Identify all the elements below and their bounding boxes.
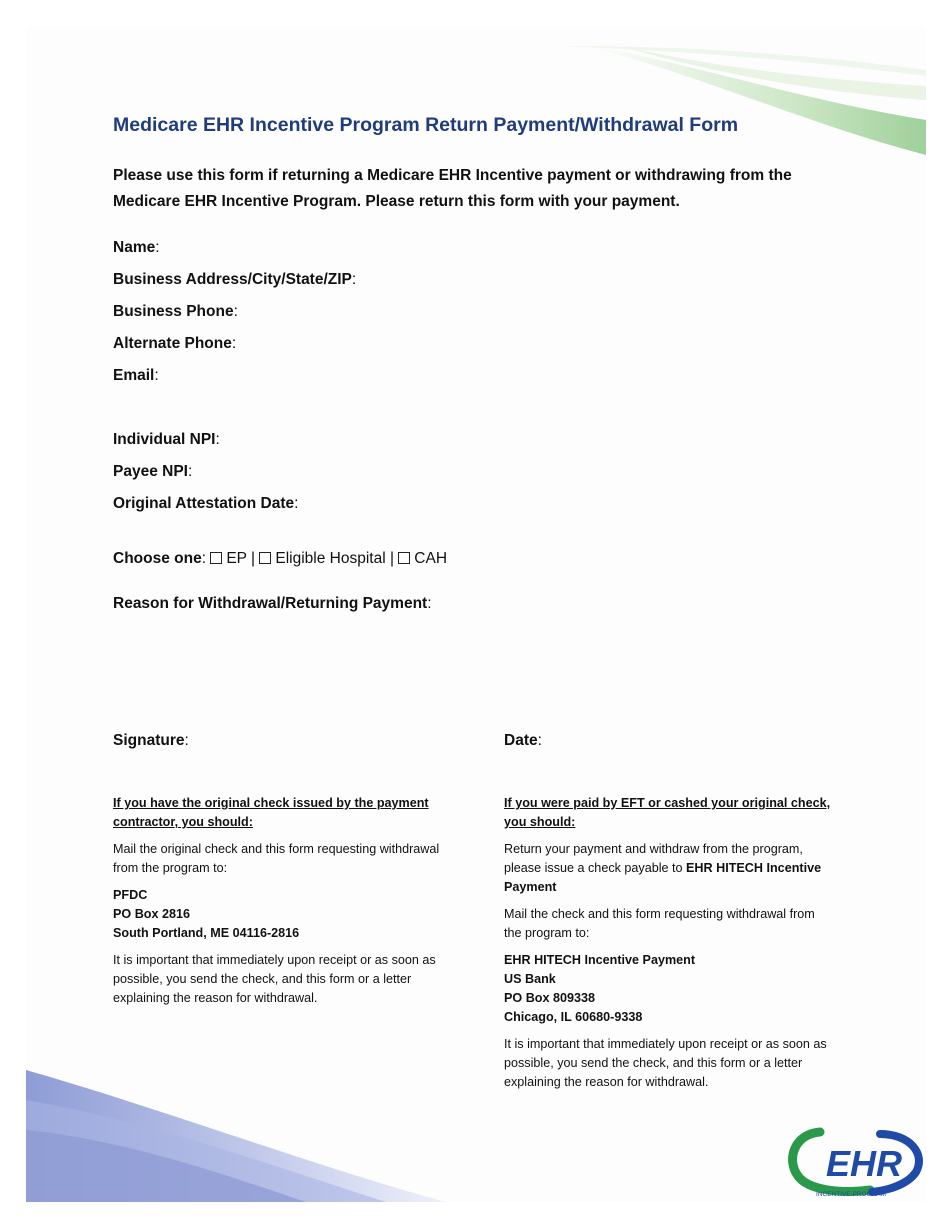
address-line: PO Box 809338 [504, 991, 596, 1005]
checkbox-icon[interactable] [398, 552, 410, 564]
option-ep-checkbox[interactable] [210, 550, 246, 567]
right-instruction [504, 840, 834, 897]
right-instructions [504, 794, 834, 1100]
address-line: Chicago, IL 60680-9338 [504, 1010, 643, 1024]
name-label: Name [113, 239, 156, 256]
choose-one-label: Choose one [113, 550, 202, 567]
date-label: Date [504, 732, 538, 749]
address-line: PFDC [113, 888, 148, 902]
payee-name: EHR HITECH Incentive Payment [504, 861, 822, 894]
business-phone-label: Business Phone [113, 303, 234, 320]
checkbox-icon[interactable] [259, 552, 271, 564]
option-eligible-hospital-label: Eligible Hospital [275, 550, 386, 567]
top-swoosh-graphic [560, 30, 926, 160]
checkbox-icon[interactable] [210, 552, 222, 564]
address-label: Business Address/City/State/ZIP [113, 271, 352, 288]
left-instructions [113, 794, 443, 1016]
address-field[interactable]: Business Address/City/State/ZIP: [113, 271, 357, 288]
option-ep-label: EP [226, 550, 247, 567]
attestation-date-label: Original Attestation Date [113, 495, 295, 512]
date-field[interactable]: Date: [504, 732, 542, 749]
payee-npi-label: Payee NPI [113, 463, 188, 480]
reason-field[interactable]: Reason for Withdrawal/Returning Payment: [113, 595, 432, 612]
left-address [113, 886, 443, 943]
right-instruction-text: Return your payment and withdraw from the program, please issue a check payable to [504, 842, 803, 875]
form-title: Medicare EHR Incentive Program Return Payment/Withdrawal Form [113, 114, 739, 136]
logo-text: EHR [826, 1143, 903, 1184]
left-heading: If you have the original check issued by the payment contractor, you should: [113, 796, 429, 829]
option-cah-checkbox[interactable] [398, 550, 447, 567]
logo-subtitle: INCENTIVE PROGRAM [816, 1191, 887, 1198]
name-field[interactable]: Name: [113, 239, 160, 256]
option-cah-label: CAH [414, 550, 448, 567]
option-eligible-hospital-checkbox[interactable] [259, 550, 385, 567]
intro-text: Please use this form if returning a Medicare EHR Incentive payment or withdrawing from the Medicare EHR Incentive Program. Please return this form with your payment. [113, 167, 792, 210]
right-instruction-2: Mail the check and this form requesting withdrawal from the program to: [504, 907, 815, 940]
choose-one-row: Choose one: EP | Eligible Hospital | CAH [113, 550, 448, 567]
attestation-date-field[interactable]: Original Attestation Date: [113, 495, 299, 512]
address-line: EHR HITECH Incentive Payment [504, 953, 696, 967]
left-note: It is important that immediately upon receipt or as soon as possible, you send the check, and this form or a letter explaining the reason for withdrawal. [113, 953, 436, 1005]
bottom-swoosh-graphic [26, 1060, 446, 1202]
email-field[interactable]: Email: [113, 367, 159, 384]
address-line: South Portland, ME 04116-2816 [113, 926, 300, 940]
address-line: US Bank [504, 972, 556, 986]
right-note: It is important that immediately upon receipt or as soon as possible, you send the check, and this form or a letter explaining the reason for withdrawal. [504, 1037, 827, 1089]
alternate-phone-field[interactable]: Alternate Phone: [113, 335, 237, 352]
individual-npi-field[interactable]: Individual NPI: [113, 431, 220, 448]
ehr-logo [780, 1120, 926, 1202]
signature-label: Signature [113, 732, 185, 749]
business-phone-field[interactable]: Business Phone: [113, 303, 238, 320]
payee-npi-field[interactable]: Payee NPI: [113, 463, 193, 480]
signature-field[interactable]: Signature: [113, 732, 189, 749]
address-line: PO Box 2816 [113, 907, 191, 921]
right-heading: If you were paid by EFT or cashed your original check, you should: [504, 796, 831, 829]
individual-npi-label: Individual NPI [113, 431, 216, 448]
left-instruction: Mail the original check and this form requesting withdrawal from the program to: [113, 842, 440, 875]
right-address [504, 951, 834, 1027]
reason-label: Reason for Withdrawal/Returning Payment [113, 595, 428, 612]
email-label: Email [113, 367, 155, 384]
alternate-phone-label: Alternate Phone [113, 335, 232, 352]
